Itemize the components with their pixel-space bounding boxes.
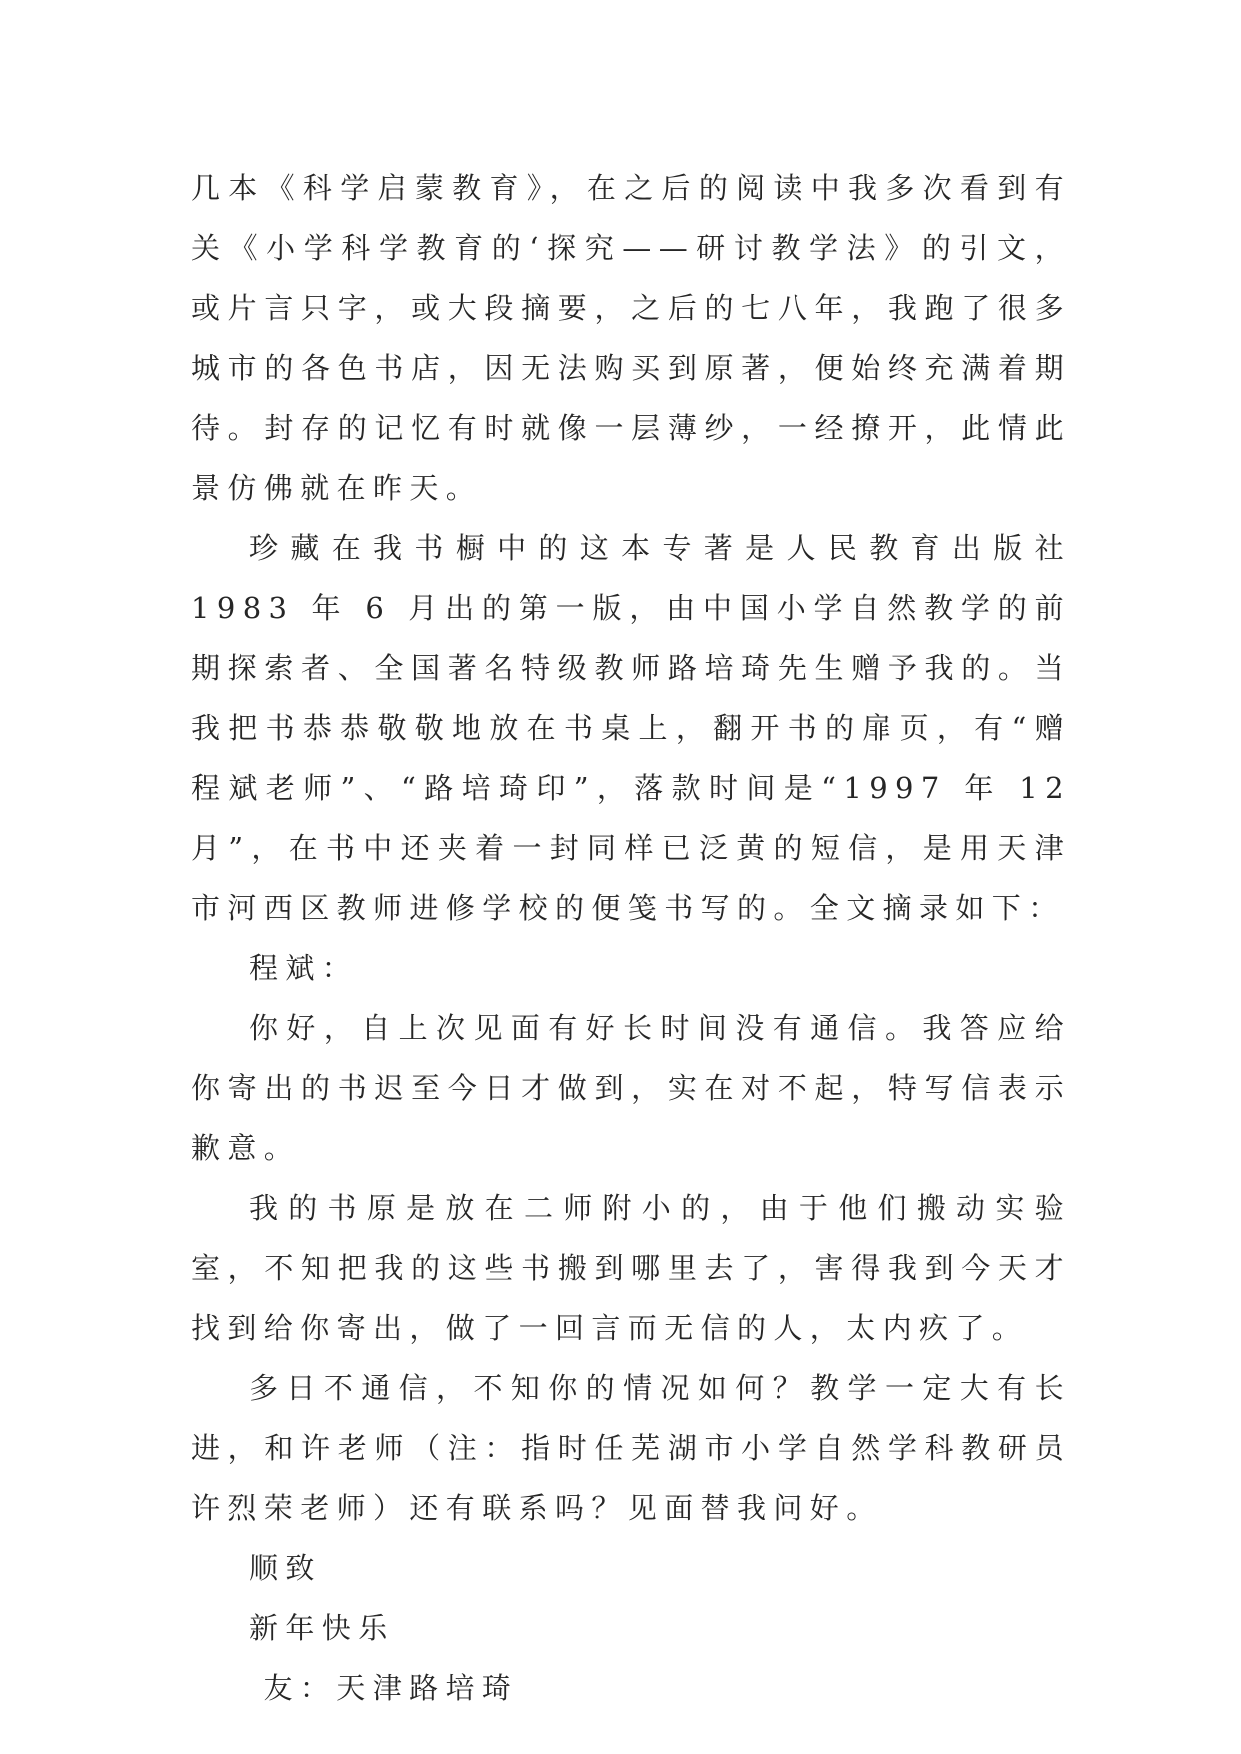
document-body	[191, 158, 1071, 1718]
letter-paragraph-2: 我的书原是放在二师附小的，由于他们搬动实验室，不知把我的这些书搬到哪里去了，害得我到今天才找到给你寄出，做了一回言而无信的人，太内疚了。	[191, 1191, 1071, 1345]
letter-closing: 顺致	[249, 1551, 322, 1585]
letter-salutation: 程斌：	[249, 951, 359, 985]
letter-signature: 友：天津路培琦	[263, 1671, 519, 1705]
letter-paragraph-3: 多日不通信，不知你的情况如何？教学一定大有长进，和许老师（注：指时任芜湖市小学自然学科教研员许烈荣老师）还有联系吗？见面替我问好。	[191, 1371, 1071, 1525]
letter-paragraph-1: 你好，自上次见面有好长时间没有通信。我答应给你寄出的书迟至今日才做到，实在对不起，特写信表示歉意。	[191, 1011, 1071, 1165]
letter-greeting: 新年快乐	[249, 1611, 395, 1645]
paragraph-1: 几本《科学启蒙教育》，在之后的阅读中我多次看到有关《小学科学教育的‘探究——研讨教学法》的引文，或片言只字，或大段摘要，之后的七八年，我跑了很多城市的各色书店，因无法购买到原著，便始终充满着期待。封存的记忆有时就像一层薄纱，一经撩开，此情此景仿佛就在昨天。	[191, 171, 1071, 505]
paragraph-2: 珍藏在我书橱中的这本专著是人民教育出版社 1983 年 6 月出的第一版，由中国小学自然教学的前期探索者、全国著名特级教师路培琦先生赠予我的。当我把书恭恭敬敬地放在书桌上，翻开书的扉页，有“赠程斌老师”、“路培琦印”，落款时间是“1997 年 12 月”，在书中还夹着一封同样已泛黄的短信，是用天津市河西区教师进修学校的便笺书写的。全文摘录如下：	[191, 531, 1071, 925]
